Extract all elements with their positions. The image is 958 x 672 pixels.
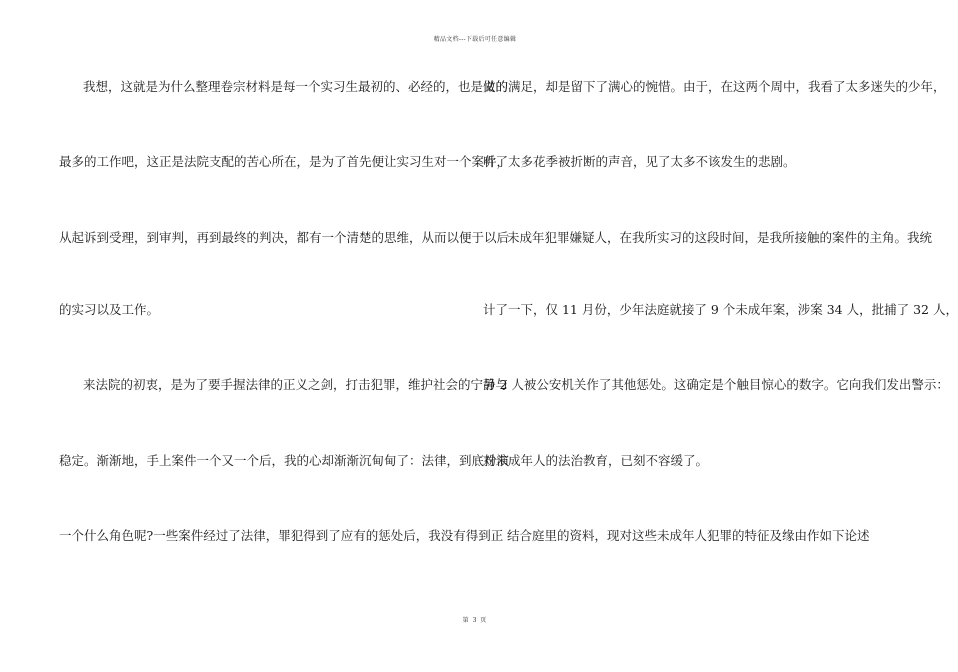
paragraph-line: 未成年犯罪嫌疑人，在我所实习的这段时间，是我所接触的案件的主角。我统 [507,230,933,245]
paragraph-line: 稳定。渐渐地，手上案件一个又一个后，我的心却渐渐沉甸甸了：法律，到底扮演 [59,453,510,468]
page-number: 第 3 页 [462,617,488,624]
paragraph-line: 结合庭里的资料，现对这些未成年人犯罪的特征及缘由作如下论述 [507,528,870,543]
paragraph-line: 听了太多花季被折断的声音，见了太多不该发生的悲剧。 [483,154,796,169]
paragraph-line: 来法院的初衷，是为了要手握法律的正义之剑，打击犯罪，维护社会的宁静与 [83,377,509,392]
paragraph-line: 从起诉到受理，到审判，再到最终的判决，都有一个清楚的思维，从而以便于以后 [59,230,510,245]
paragraph-line: 一个什么角色呢?一些案件经过了法律，罪犯得到了应有的惩处后，我没有得到正 [59,528,504,543]
paragraph-line: 对未成年人的法治教育，已刻不容缓了。 [483,453,709,468]
paragraph-line: 义的满足，却是留下了满心的惋惜。由于，在这两个周中，我看了太多迷失的少年， [483,79,946,94]
page-header: 精品文档---下载后可任意编辑 [433,36,517,43]
paragraph-line: 最多的工作吧，这正是法院支配的苦心所在，是为了首先便让实习生对一个案件， [59,154,510,169]
paragraph-line: 计了一下，仅 11 月份，少年法庭就接了 9 个未成年案，涉案 34 人，批捕了 32 人， [483,302,958,317]
paragraph-line: 另 2 人被公安机关作了其他惩处。这确定是个触目惊心的数字。它向我们发出警示： [483,377,949,392]
paragraph-line: 的实习以及工作。 [59,302,160,317]
paragraph-line: 我想，这就是为什么整理卷宗材料是每一个实习生最初的、必经的，也是做的 [83,79,509,94]
